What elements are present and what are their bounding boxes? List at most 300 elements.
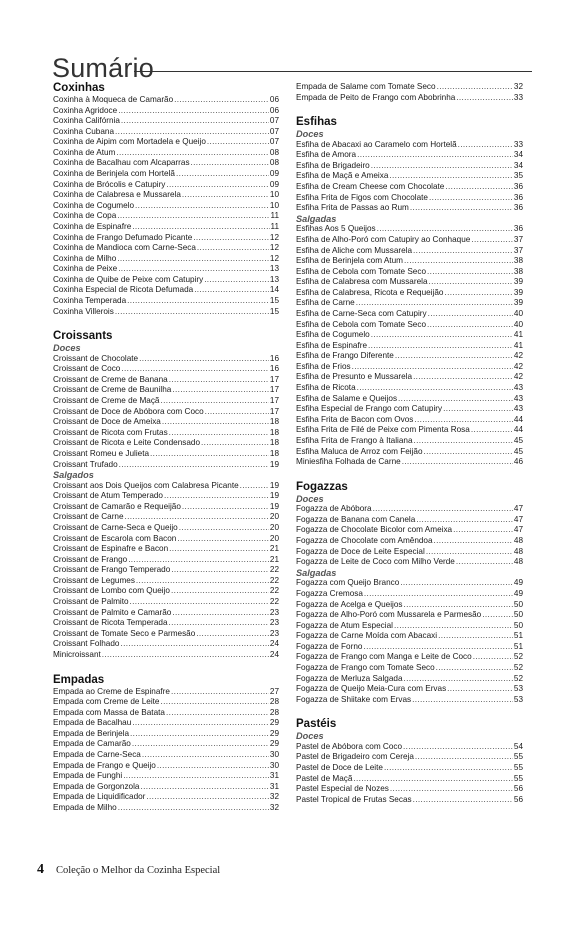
entry-title: Esfiha de Frios: [296, 361, 351, 371]
dot-leader: [377, 224, 513, 235]
toc-entry: [53, 792, 279, 803]
page-header: [52, 54, 528, 82]
dot-leader: [164, 491, 269, 502]
entry-page-number: 37: [513, 245, 523, 255]
toc-entry: [296, 362, 523, 373]
entry-page-number: 08: [269, 158, 279, 168]
entry-page-number: 23: [269, 618, 279, 628]
dot-leader: [121, 116, 269, 127]
entry-page-number: 11: [270, 211, 279, 221]
entry-page-number: 28: [269, 707, 279, 717]
entry-title: Esfiha de Alho-Poró com Catupiry ao Conhaque: [296, 234, 471, 244]
entry-title: Esfihas Aos 5 Queijos: [296, 224, 376, 234]
entry-page-number: 49: [513, 588, 523, 598]
toc-entry: [296, 288, 523, 299]
dot-leader: [368, 341, 513, 352]
entry-title: Croissant de Legumes: [53, 575, 135, 585]
toc-entry: [296, 182, 523, 193]
toc-entry: [296, 309, 523, 320]
entry-title: Pastel de Abóbora com Coco: [296, 741, 403, 751]
entry-title: Coxinha de Cogumelo: [53, 200, 135, 210]
entry-page-number: 48: [513, 546, 523, 556]
dot-leader: [364, 589, 513, 600]
dot-leader: [150, 449, 269, 460]
entry-page-number: 21: [269, 554, 279, 564]
entry-page-number: 42: [513, 372, 523, 382]
entry-page-number: 16: [269, 353, 279, 363]
entry-title: Esfiha Frita de Frango à Italiana: [296, 435, 413, 445]
entry-page-number: 18: [269, 417, 279, 427]
entry-title: Coxinha de Mandioca com Carne-Seca: [53, 243, 196, 253]
toc-entry: [296, 695, 523, 706]
toc-entry: [53, 523, 279, 534]
dot-leader: [139, 354, 269, 365]
toc-entry: [53, 211, 279, 222]
toc-entry: [296, 256, 523, 267]
entry-page-number: 17: [269, 385, 279, 395]
toc-entry: [53, 576, 279, 587]
dot-leader: [176, 169, 269, 180]
entry-title: Croissant de Creme de Maçã: [53, 396, 160, 406]
dot-leader: [356, 298, 513, 309]
dot-leader: [414, 415, 512, 426]
entry-title: Croissant de Creme de Baunilha: [53, 385, 172, 395]
toc-entry: [296, 193, 523, 204]
entry-page-number: 23: [269, 607, 279, 617]
page-number: 4: [37, 862, 44, 877]
toc-entry: [296, 621, 523, 632]
toc-entry: [296, 504, 523, 515]
entry-title: Esfiha de Cebola com Tomate Seco: [296, 319, 427, 329]
entry-page-number: 51: [513, 631, 523, 641]
dot-leader: [453, 525, 513, 536]
entry-page-number: 49: [513, 578, 523, 588]
dot-leader: [426, 547, 513, 558]
dot-leader: [428, 309, 513, 320]
entry-page-number: 30: [269, 749, 279, 759]
subsection-title: Doces: [296, 493, 324, 504]
toc-entry: [53, 396, 279, 407]
entry-title: Croissant Romeu e Julieta: [53, 448, 150, 458]
toc-entry: [296, 600, 523, 611]
entry-page-number: 36: [513, 203, 523, 213]
dot-leader: [394, 621, 513, 632]
entry-title: Coxinha de Bacalhau com Alcaparras: [53, 158, 190, 168]
dot-leader: [162, 417, 269, 428]
toc-entry: [296, 372, 523, 383]
dot-leader: [357, 383, 513, 394]
entry-title: Esfiha de Calabresa com Mussarela: [296, 277, 428, 287]
toc-section: [296, 82, 523, 103]
toc-entry: [296, 515, 523, 526]
entry-page-number: 39: [513, 298, 523, 308]
toc-entry: [296, 277, 523, 288]
entry-title: Esfiha de Maçã e Ameixa: [296, 171, 389, 181]
entry-page-number: 55: [513, 752, 523, 762]
dot-leader: [169, 375, 269, 386]
toc-entry: [53, 95, 279, 106]
entry-title: Esfiha de Frango Diferente: [296, 351, 394, 361]
entry-page-number: 46: [513, 457, 523, 467]
entry-page-number: 47: [513, 525, 523, 535]
dot-leader: [204, 275, 269, 286]
toc-entry: [53, 597, 279, 608]
entry-page-number: 37: [513, 234, 523, 244]
toc-entry: [53, 718, 279, 729]
entry-page-number: 09: [269, 179, 279, 189]
dot-leader: [456, 557, 513, 568]
toc-entry: [296, 525, 523, 536]
toc-entry: [53, 169, 279, 180]
toc-entry: [296, 652, 523, 663]
entry-title: Coxinha de Frango Defumado Picante: [53, 232, 193, 242]
subsection-title: Doces: [53, 343, 81, 354]
toc-entry: [296, 203, 523, 214]
dot-leader: [371, 161, 513, 172]
toc-entry: [296, 742, 523, 753]
toc-entry: [53, 502, 279, 513]
entry-title: Esfiha Especial de Frango com Catupiry: [296, 404, 443, 414]
subsection-title: Doces: [296, 731, 324, 742]
entry-title: Fogazza de Abóbora: [296, 504, 372, 514]
toc-entry: [53, 148, 279, 159]
dot-leader: [437, 82, 513, 93]
entry-page-number: 23: [269, 628, 279, 638]
toc-section: [53, 674, 279, 814]
dot-leader: [400, 578, 513, 589]
entry-page-number: 19: [269, 459, 279, 469]
toc-entry: [53, 364, 279, 375]
entry-title: Fogazza de Acelga e Queijos: [296, 599, 403, 609]
toc-entry: [53, 739, 279, 750]
entry-title: Fogazza de Frango com Manga e Leite de Coco: [296, 652, 472, 662]
dot-leader: [171, 565, 269, 576]
toc-entry: [53, 190, 279, 201]
entry-page-number: 18: [269, 448, 279, 458]
entry-title: Fogazza de Atum Especial: [296, 620, 393, 630]
toc-entry: [53, 375, 279, 386]
entry-title: Croissant Folhado: [53, 639, 120, 649]
toc-entry: [53, 729, 279, 740]
toc-entry: [296, 631, 523, 642]
entry-page-number: 13: [269, 264, 279, 274]
entry-page-number: 22: [269, 586, 279, 596]
toc-entry: [53, 264, 279, 275]
footer-book-title: Coleção o Melhor da Cozinha Especial: [56, 865, 221, 876]
section-title: Empadas: [53, 673, 105, 686]
toc-entry: [53, 555, 279, 566]
entry-page-number: 39: [513, 277, 523, 287]
entry-page-number: 36: [513, 224, 523, 234]
dot-leader: [166, 180, 268, 191]
toc-entry: [53, 512, 279, 523]
toc-entry: [53, 106, 279, 117]
dot-leader: [398, 394, 513, 405]
dot-leader: [413, 372, 513, 383]
dot-leader: [427, 320, 513, 331]
entry-page-number: 31: [269, 781, 279, 791]
entry-title: Croissant de Escarola com Bacon: [53, 533, 177, 543]
toc-entry: [53, 771, 279, 782]
entry-title: Pastel de Brigadeiro com Cereja: [296, 752, 414, 762]
toc-entry: [296, 674, 523, 685]
entry-title: Croissant de Ricota Temperada: [53, 618, 168, 628]
toc-entry: [296, 763, 523, 774]
toc-entry: [296, 547, 523, 558]
dot-leader: [132, 739, 269, 750]
entry-page-number: 43: [513, 383, 523, 393]
entry-page-number: 10: [269, 200, 279, 210]
entry-page-number: 33: [513, 139, 523, 149]
subsection-title: Salgados: [53, 470, 94, 481]
entry-page-number: 20: [269, 523, 279, 532]
toc-entry: [53, 697, 279, 708]
entry-page-number: 54: [513, 741, 523, 751]
entry-title: Esfiha de Carne: [296, 298, 355, 308]
toc-entry: [296, 330, 523, 341]
entry-title: Croissant de Tomate Seco e Parmesão: [53, 628, 196, 638]
dot-leader: [416, 515, 513, 526]
toc-entry: [53, 285, 279, 296]
toc-entry: [296, 171, 523, 182]
entry-title: Coxinha Temperada: [53, 295, 127, 305]
toc-entry: [296, 457, 523, 468]
entry-title: Esfiha de Berinjela com Atum: [296, 256, 403, 266]
entry-page-number: 34: [513, 160, 523, 170]
entry-title: Esfiha Frita de Bacon com Ovos: [296, 414, 414, 424]
entry-title: Empada de Carne-Seca: [53, 749, 141, 759]
dot-leader: [125, 512, 269, 523]
entry-page-number: 36: [513, 192, 523, 202]
entry-title: Croissant de Atum Temperado: [53, 491, 163, 501]
dot-leader: [132, 222, 269, 233]
toc-entry: [53, 127, 279, 138]
dot-leader: [136, 576, 269, 587]
toc-entry: [53, 296, 279, 307]
entry-page-number: 44: [513, 414, 523, 424]
dot-leader: [193, 233, 269, 244]
entry-page-number: 30: [269, 760, 279, 770]
entry-title: Coxinha Especial de Ricota Defumada: [53, 285, 194, 295]
dot-leader: [207, 137, 269, 148]
entry-page-number: 12: [269, 243, 279, 253]
toc-entry: [53, 687, 279, 698]
toc-section: [296, 116, 523, 468]
entry-title: Fogazza Cremosa: [296, 588, 363, 598]
entry-title: Coxinha de Calabresa e Mussarela: [53, 190, 181, 200]
entry-title: Esfiha de Cogumelo: [296, 330, 370, 340]
entry-title: Empada de Funghi: [53, 771, 123, 781]
entry-title: Croissant de Chocolate: [53, 353, 139, 363]
dot-leader: [132, 718, 269, 729]
entry-page-number: 48: [513, 536, 523, 546]
section-title: Esfihas: [296, 116, 337, 129]
title-rule: [134, 71, 532, 72]
toc-entry: [296, 774, 523, 785]
toc-entry: [53, 158, 279, 169]
dot-leader: [412, 695, 513, 706]
entry-title: Esfiha de Cebola com Tomate Seco: [296, 266, 427, 276]
entry-title: Coxinha à Moqueca de Camarão: [53, 95, 174, 104]
entry-title: Esfiha Frita de Filé de Peixe com Pimenta Rosa: [296, 425, 470, 435]
entry-page-number: 15: [269, 306, 279, 316]
toc-entry: [53, 460, 279, 471]
entry-page-number: 19: [269, 480, 279, 490]
entry-title: Fogazza com Queijo Branco: [296, 578, 400, 588]
dot-leader: [128, 555, 269, 566]
entry-page-number: 51: [513, 641, 523, 651]
dot-leader: [116, 148, 269, 159]
entry-title: Pastel Especial de Nozes: [296, 784, 389, 794]
subsection-title: Doces: [296, 129, 324, 140]
dot-leader: [404, 256, 513, 267]
toc-entry: [296, 246, 523, 257]
entry-title: Coxinha Agridoce: [53, 105, 118, 115]
dot-leader: [157, 761, 269, 772]
entry-page-number: 32: [513, 82, 523, 91]
entry-page-number: 43: [513, 404, 523, 414]
entry-page-number: 43: [513, 393, 523, 403]
entry-title: Coxinha de Espinafre: [53, 221, 132, 231]
toc-entry: [296, 425, 523, 436]
dot-leader: [444, 288, 512, 299]
entry-title: Coxinha de Milho: [53, 253, 117, 263]
entry-title: Croissant de Camarão e Requeijão: [53, 501, 181, 511]
toc-entry: [53, 116, 279, 127]
entry-title: Coxinha de Berinjela com Hortelã: [53, 169, 175, 179]
dot-leader: [429, 277, 513, 288]
toc-entry: [53, 201, 279, 212]
entry-title: Empada de Peito de Frango com Abobrinha: [296, 92, 456, 102]
dot-leader: [352, 362, 513, 373]
entry-title: Coxinha de Quibe de Peixe com Catupiry: [53, 274, 204, 284]
dot-leader: [458, 140, 513, 151]
toc-right-column: [296, 82, 523, 805]
toc-entry: [53, 618, 279, 629]
dot-leader: [182, 502, 269, 513]
toc-entry: [296, 610, 523, 621]
entry-page-number: 44: [513, 425, 523, 435]
entry-title: Fogazza de Frango com Tomate Seco: [296, 662, 435, 672]
toc-entry: [53, 491, 279, 502]
entry-page-number: 12: [269, 232, 279, 242]
entry-title: Empada de Milho: [53, 802, 117, 812]
entry-page-number: 28: [269, 697, 279, 707]
entry-title: Empada com Massa de Batata: [53, 707, 165, 717]
entry-title: Croissant de Lombo com Queijo: [53, 586, 170, 596]
toc-entry: [296, 161, 523, 172]
entry-title: Coxinha de Peixe: [53, 264, 118, 274]
entry-page-number: 47: [513, 504, 523, 514]
entry-title: Esfiha de Abacaxi ao Caramelo com Hortelã: [296, 139, 457, 149]
entry-title: Empada ao Creme de Espinafre: [53, 686, 170, 696]
entry-title: Coxinha de Brócolis e Catupiry: [53, 179, 166, 189]
toc-entry: [296, 536, 523, 547]
subsection-title: Salgadas: [296, 213, 337, 224]
toc-entry: [296, 298, 523, 309]
entry-title: Fogazza de Merluza Salgada: [296, 673, 403, 683]
entry-title: Esfiha de Presunto e Mussarela: [296, 372, 413, 382]
entry-page-number: 41: [513, 330, 523, 340]
entry-title: Empada de Bacalhau: [53, 718, 132, 728]
dot-leader: [177, 534, 269, 545]
toc-entry: [53, 417, 279, 428]
toc-entry: [296, 578, 523, 589]
entry-title: Esfiha de Espinafre: [296, 340, 368, 350]
dot-leader: [146, 792, 268, 803]
entry-title: Croissant de Ricota e Leite Condensado: [53, 438, 201, 448]
dot-leader: [130, 597, 269, 608]
toc-entry: [296, 589, 523, 600]
toc-entry: [53, 544, 279, 555]
entry-title: Empada de Frango e Queijo: [53, 760, 156, 770]
entry-page-number: 55: [513, 773, 523, 783]
entry-title: Fogazza de Carne Moída com Abacaxi: [296, 631, 438, 641]
entry-page-number: 29: [269, 718, 279, 728]
entry-title: Croissant Trufado: [53, 459, 118, 469]
entry-page-number: 32: [269, 792, 279, 802]
toc-entry: [53, 629, 279, 640]
entry-title: Pastel de Doce de Leite: [296, 763, 383, 773]
dot-leader: [118, 264, 269, 275]
entry-title: Croissant de Coco: [53, 364, 121, 374]
entry-page-number: 18: [269, 427, 279, 437]
entry-title: Esfiha de Carne-Seca com Catupiry: [296, 309, 427, 319]
entry-page-number: 56: [513, 784, 523, 794]
entry-page-number: 45: [513, 435, 523, 445]
entry-title: Croissant de Frango: [53, 554, 128, 564]
dot-leader: [471, 235, 513, 246]
dot-leader: [123, 771, 269, 782]
toc-entry: [53, 782, 279, 793]
entry-page-number: 29: [269, 728, 279, 738]
toc-entry: [53, 449, 279, 460]
toc-entry: [296, 436, 523, 447]
dot-leader: [171, 586, 269, 597]
toc-entry: [53, 708, 279, 719]
entry-title: Croissant aos Dois Queijos com Calabresa Picante: [53, 480, 239, 490]
toc-entry: [296, 394, 523, 405]
entry-page-number: 10: [269, 190, 279, 200]
toc-entry: [296, 383, 523, 394]
entry-title: Coxinha de Copa: [53, 211, 117, 221]
entry-title: Miniesfiha Folhada de Carne: [296, 457, 401, 467]
entry-page-number: 56: [513, 794, 523, 804]
dot-leader: [115, 127, 269, 138]
dot-leader: [166, 708, 269, 719]
dot-leader: [127, 296, 269, 307]
entry-page-number: 09: [269, 169, 279, 179]
entry-title: Fogazza de Chocolate Bicolor com Ameixa: [296, 525, 453, 535]
dot-leader: [404, 674, 513, 685]
toc-entry: [296, 784, 523, 795]
entry-title: Croissant de Carne: [53, 512, 124, 522]
entry-title: Coxinha de Atum: [53, 147, 116, 157]
entry-title: Coxinha de Aipim com Mortadela e Queijo: [53, 137, 206, 147]
entry-page-number: 53: [513, 684, 523, 694]
dot-leader: [191, 158, 269, 169]
entry-page-number: 07: [269, 137, 279, 147]
entry-page-number: 08: [269, 147, 279, 157]
dot-leader: [389, 171, 513, 182]
entry-page-number: 32: [269, 802, 279, 812]
entry-page-number: 13: [269, 274, 279, 284]
entry-page-number: 06: [269, 95, 279, 104]
entry-page-number: 22: [269, 575, 279, 585]
dot-leader: [117, 211, 269, 222]
entry-page-number: 50: [513, 610, 523, 620]
entry-page-number: 07: [269, 126, 279, 136]
